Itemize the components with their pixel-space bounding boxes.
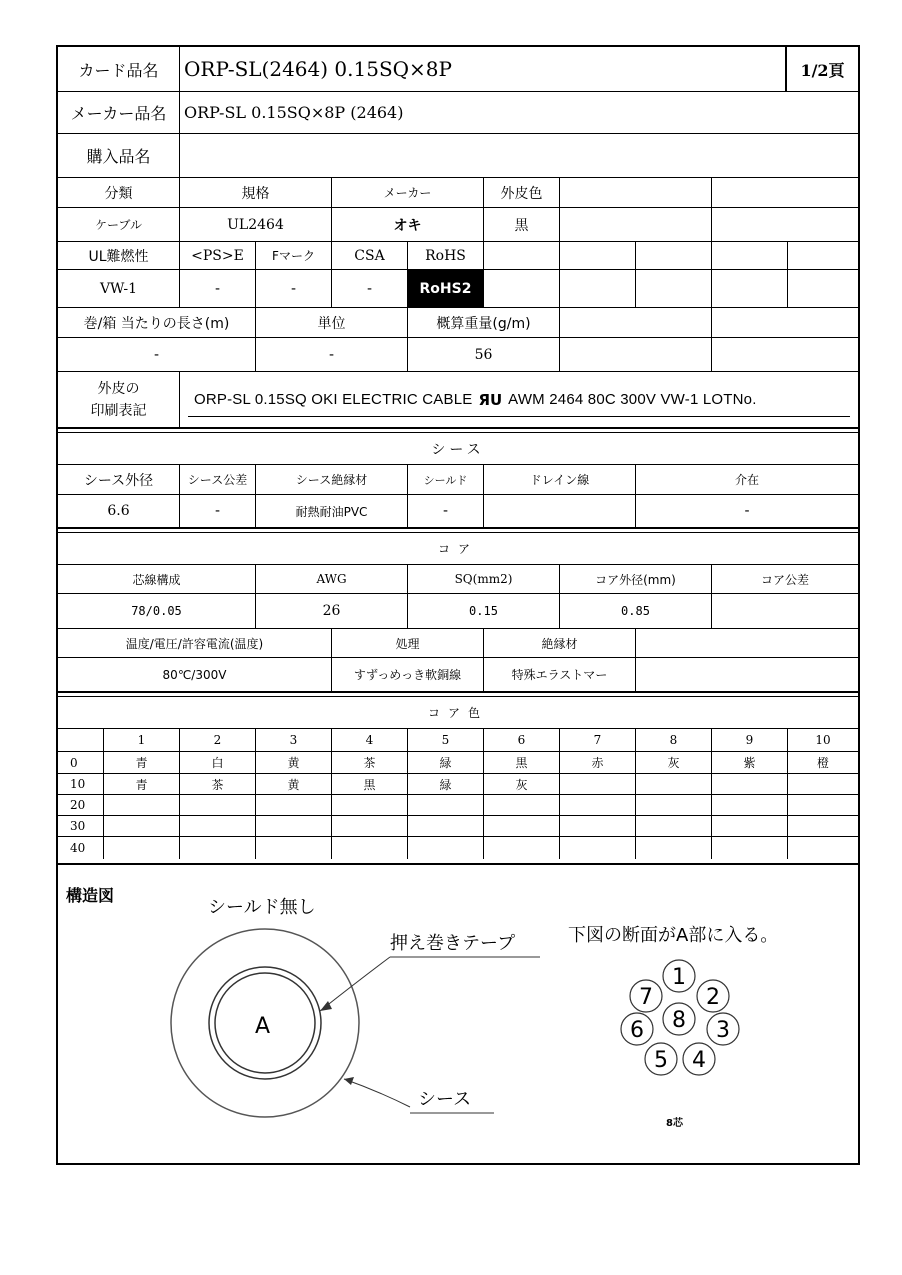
core-v2-1: すずっめっき軟銅線 [332,658,484,691]
core-value-row [58,594,858,629]
spec2-v9 [788,270,858,307]
spec2-h7 [636,242,712,269]
core-v2-3 [636,658,858,691]
sheath-h2: シース絶縁材 [256,465,408,494]
core-colors-title: コア色 [427,706,488,720]
core-h2: SQ(mm2) [408,565,560,593]
core-color-cell [560,816,636,836]
core-title: コア [437,542,478,556]
core-color-cell: 灰 [484,774,560,794]
spec2-h8 [712,242,788,269]
spec2-h4: RoHS [408,242,484,269]
sheath-arrowhead [344,1077,354,1085]
spec1-h5 [712,178,858,207]
core-color-cell: 橙 [816,756,829,770]
core-color-cell [484,837,560,859]
core-h2-1: 処理 [332,629,484,657]
core-color-cell: 茶 [180,774,256,794]
core-color-cell [408,795,484,815]
spec2-v8 [712,270,788,307]
core-color-column-header: 1 [104,729,180,751]
spec3-v3 [560,338,712,371]
page-number: 1/2頁 [786,47,858,91]
core-color-cell: 黄 [256,774,332,794]
core-h4: コア公差 [760,572,809,587]
printing-underline [188,416,850,417]
core-color-row [58,795,858,816]
shield-note: シールド無し [208,897,316,918]
core-bundle [621,960,739,1075]
ul-recognized-icon: ЯU [478,390,503,409]
core-v3: 0.85 [560,594,712,628]
spec1-v2: オキ [332,208,484,241]
core-color-column-header: 9 [712,729,788,751]
sheath-v5: - [744,503,750,519]
printing-label-line2: 印刷表記 [90,402,147,419]
core-h2-0: 温度/電圧/許容電流(温度) [58,629,332,657]
spec1-v3: 黒 [484,208,560,241]
core-color-cell [332,795,408,815]
spec2-h1: <PS>E [180,242,256,269]
core-color-cell [256,816,332,836]
sheath-title-row [58,432,858,465]
core-v0: 78/0.05 [58,594,256,628]
core-color-corner [58,729,104,751]
spec3-value-row [58,338,858,372]
core-color-column-header: 5 [408,729,484,751]
center-label: A [255,1014,271,1039]
section-note: 下図の断面がA部に入る。 [568,925,779,946]
printing-value [180,372,858,427]
maker-name-row [58,92,858,134]
spec2-v3: - [332,270,408,307]
sheath-label: シース [418,1089,472,1110]
core-color-cell: 赤 [560,752,636,773]
core-color-cell [408,816,484,836]
core-color-cell: 灰 [636,752,712,773]
core-h2-2: 絶縁材 [484,629,636,657]
sheath-h1: シース公差 [180,465,256,494]
sheath-v3: - [408,495,484,527]
sheath-h4: ドレイン線 [484,465,636,494]
spec1-h2: メーカー [332,178,484,207]
sheath-h3: シールド [408,465,484,494]
spec1-v4 [560,208,712,241]
core-color-cell [712,816,788,836]
core-color-cell: 黄 [256,752,332,773]
core-color-cell [560,774,636,794]
core-v2: 0.15 [408,594,560,628]
spec2-value-row [58,270,858,308]
printing-text-after: AWM 2464 80C 300V VW-1 LOTNo. [508,391,757,408]
card-name-value: ORP-SL(2464) 0.15SQ×8P [180,47,786,91]
spec3-h1: 単位 [256,308,408,337]
core-color-cell [180,837,256,859]
core-color-cell [256,837,332,859]
core-color-row [58,816,858,837]
structure-diagram [58,871,858,1165]
core-color-column-header: 10 [815,733,831,747]
core-color-cell [788,795,858,815]
core-v1: 26 [256,594,408,628]
spec1-v0: ケーブル [58,208,180,241]
core-color-cell: 白 [180,752,256,773]
core-color-cell [636,837,712,859]
core-wire-number: 2 [706,985,720,1010]
core-h0: 芯線構成 [58,565,256,593]
purchase-name-label: 購入品名 [58,134,180,177]
core-color-cell: 緑 [408,752,484,773]
card-name-row [58,47,858,92]
core-color-cell [788,816,858,836]
spec2-v6 [560,270,636,307]
spec3-h2: 概算重量(g/m) [408,308,560,337]
spec3-header-row [58,308,858,338]
sheath-title: シース [431,441,485,458]
core-color-cell [104,795,180,815]
sheath-v1: - [180,495,256,527]
spec2-h5 [484,242,560,269]
spec2-h2: Fマーク [256,242,332,269]
structure-svg [58,871,858,1165]
core-wire-number: 5 [654,1048,668,1073]
core-color-cell: 黒 [484,752,560,773]
core-color-cell [560,837,636,859]
sheath-v4 [484,495,636,527]
printing-row [58,372,858,429]
spec3-h0: 巻/箱 当たりの長さ(m) [58,308,256,337]
spec2-h3: CSA [332,242,408,269]
tape-label: 押え巻きテープ [390,933,516,954]
core-color-cell [712,774,788,794]
core-header2-row [58,629,858,658]
spec2-v2: - [256,270,332,307]
spec1-h1: 規格 [180,178,332,207]
spec1-h3: 外皮色 [484,178,560,207]
bundle-label: 8芯 [666,1118,683,1129]
maker-name-value: ORP-SL 0.15SQ×8P (2464) [184,103,404,122]
sheath-leader-line [344,1079,410,1107]
core-value2-row [58,658,858,693]
core-color-row [58,774,858,795]
spec3-h3 [560,308,712,337]
core-wire-number: 4 [692,1048,706,1073]
core-color-row-label: 0 [58,752,104,773]
spec1-h4 [560,178,712,207]
spec3-v4 [712,338,858,371]
core-header-row [58,565,858,594]
core-color-row-label: 10 [58,774,104,794]
core-color-row [58,752,858,774]
spec2-header-row [58,242,858,270]
core-v4 [712,594,858,628]
spec1-value-row [58,208,858,242]
purchase-name-row [58,134,858,178]
printing-label [58,372,180,427]
sheath-v0: 6.6 [58,495,180,527]
spec-card [56,45,860,1165]
maker-name-label: メーカー品名 [58,92,180,133]
spec1-v1: UL2464 [180,208,332,241]
core-color-cell [484,795,560,815]
core-wire-number: 1 [672,965,686,990]
core-color-cell: 緑 [408,774,484,794]
core-wire-number: 7 [639,985,653,1010]
spec1-h0: 分類 [58,178,180,207]
core-color-row-label: 40 [58,837,104,859]
spec2-v7 [636,270,712,307]
sheath-h0: シース外径 [58,465,180,494]
sheath-value-row [58,495,858,529]
core-color-cell [180,795,256,815]
core-color-cell: 茶 [332,752,408,773]
spec3-v0: - [58,338,256,371]
printing-text-before: ORP-SL 0.15SQ OKI ELECTRIC CABLE [194,391,473,408]
tape-leader-line [320,957,390,1011]
core-color-grid [58,729,858,865]
core-v2-2: 特殊エラストマー [484,658,636,691]
purchase-name-value [180,134,858,177]
core-color-cell [712,795,788,815]
sheath-v2: 耐熱耐油PVC [256,495,408,527]
core-color-cell [636,774,712,794]
sheath-h5: 介在 [734,473,759,487]
spec2-v1: - [180,270,256,307]
spec2-h0: UL難燃性 [58,242,180,269]
core-color-cell [636,795,712,815]
core-color-row [58,837,858,859]
spec1-v5 [712,208,858,241]
core-color-cell [256,795,332,815]
spec2-h9 [788,242,858,269]
core-h1: AWG [256,565,408,593]
core-color-cell [104,837,180,859]
core-color-cell [484,816,560,836]
core-color-row-label: 30 [58,816,104,836]
core-wire-number: 8 [672,1008,686,1033]
core-color-cell [332,837,408,859]
core-h2-3 [636,629,858,657]
core-color-cell: 紫 [712,752,788,773]
spec2-h6 [560,242,636,269]
spec3-v2: 56 [408,338,560,371]
core-color-header-row [58,729,858,752]
core-color-cell: 青 [104,752,180,773]
core-color-column-header: 8 [636,729,712,751]
core-v2-0: 80℃/300V [58,658,332,691]
sheath-header-row [58,465,858,495]
spec3-h4 [712,308,858,337]
core-color-column-header: 6 [484,729,560,751]
core-color-cell [180,816,256,836]
core-color-cell: 青 [104,774,180,794]
core-color-column-header: 2 [180,729,256,751]
core-color-cell [104,816,180,836]
core-color-column-header: 3 [256,729,332,751]
spec1-header-row [58,178,858,208]
core-color-cell [788,837,858,859]
core-color-column-header: 7 [560,729,636,751]
card-name-label: カード品名 [58,47,180,91]
spec2-v0: VW-1 [58,270,180,307]
core-color-cell [636,816,712,836]
core-color-cell [788,774,858,794]
core-color-row-label: 20 [58,795,104,815]
core-title-row [58,532,858,565]
core-color-cell [712,837,788,859]
structure-title: 構造図 [66,886,115,905]
core-color-cell [332,816,408,836]
core-wire-number: 6 [630,1018,644,1043]
core-color-column-header: 4 [332,729,408,751]
core-color-cell [408,837,484,859]
spec3-v1: - [256,338,408,371]
printing-label-line1: 外皮の [97,380,140,397]
core-color-cell: 黒 [332,774,408,794]
spec2-v5 [484,270,560,307]
core-color-cell [560,795,636,815]
core-wire-number: 3 [716,1018,730,1043]
rohs-badge: RoHS2 [408,270,484,307]
core-colors-title-row [58,696,858,729]
core-h3: コア外径(mm) [560,565,712,593]
